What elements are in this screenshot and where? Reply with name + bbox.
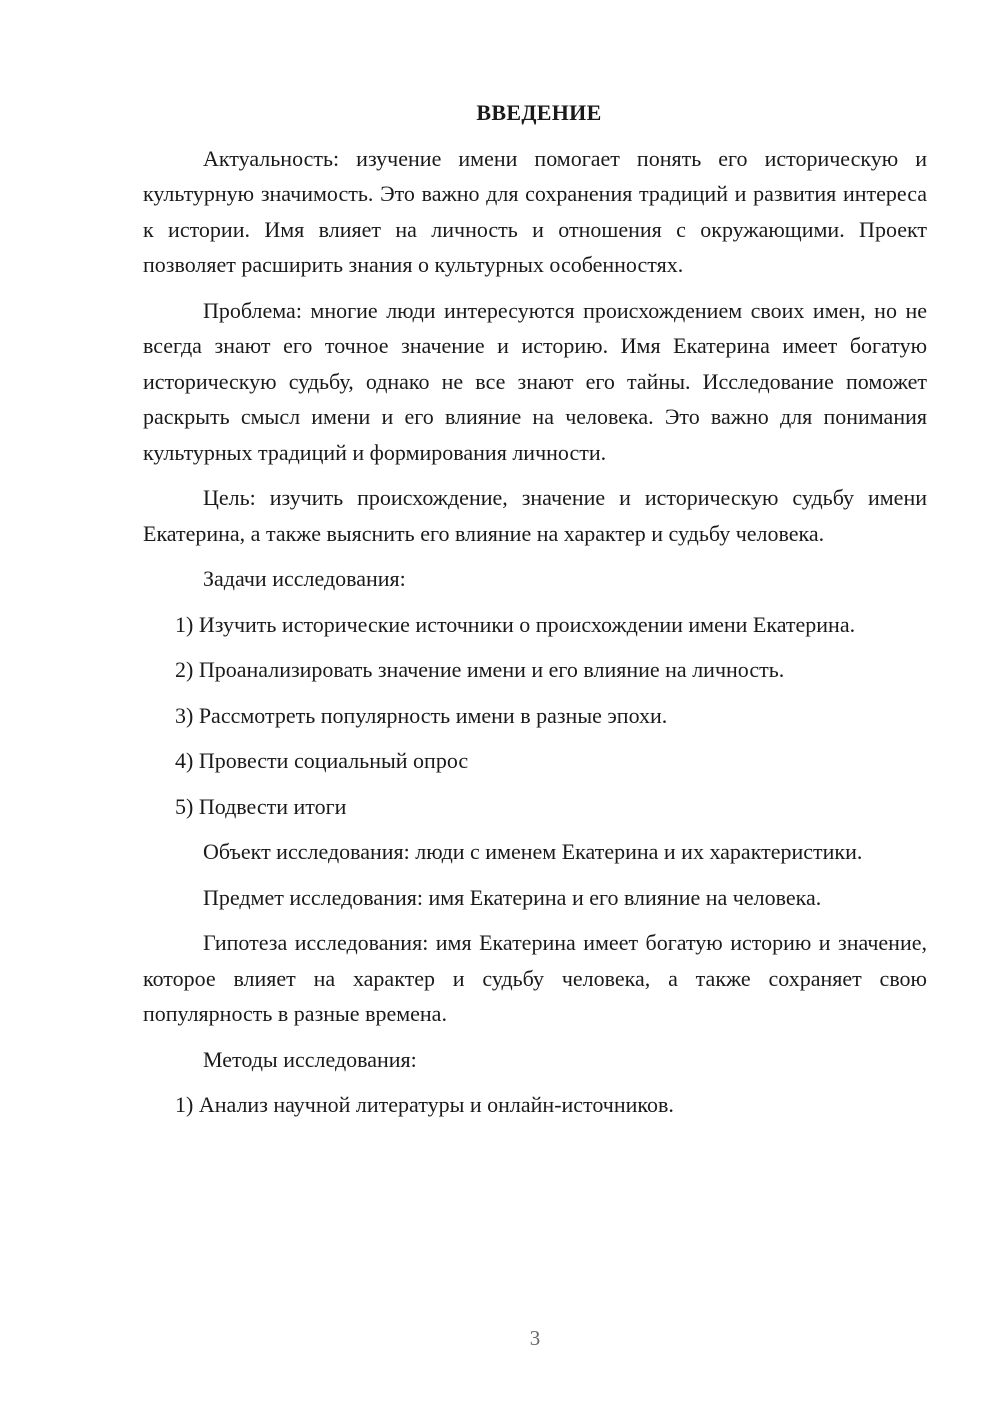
page-number: 3 [529, 1326, 541, 1350]
document-page [143, 95, 927, 1133]
task-item-4: 4) Провести социальный опрос [175, 748, 469, 773]
methods-heading: Методы исследования: [203, 1046, 417, 1072]
relevance-paragraph: Актуальность: изучение имени помогает понять его историческую и культурную значимость. Это важно для сохранения традиций и развития интереса к истории. Имя влияет на личность и отношения с окружающими. Проект позволяет расширить знания о культурных особенностях. [143, 145, 927, 277]
hypothesis-paragraph: Гипотеза исследования: имя Екатерина имеет богатую историю и значение, которое влияет на характер и судьбу человека, а также сохраняет свою популярность в разные времена. [143, 930, 927, 1026]
task-item-2: 2) Проанализировать значение имени и его влияние на личность. [175, 657, 785, 682]
goal-paragraph: Цель: изучить происхождение, значение и историческую судьбу имени Екатерина, а также выяснить его влияние на характер и судьбу человека. [143, 485, 927, 546]
tasks-heading: Задачи исследования: [203, 566, 406, 591]
task-item-1: 1) Изучить исторические источники о происхождении имени Екатерина. [175, 611, 856, 637]
problem-paragraph: Проблема: многие люди интересуются происхождением своих имен, но не всегда знают его точное значение и историю. Имя Екатерина имеет богатую историческую судьбу, однако не все знают его тайны. Исследование поможет раскрыть смысл имени и его влияние на человека. Это важно для понимания культурных традиций и формирования личности. [143, 297, 927, 465]
task-item-3: 3) Рассмотреть популярность имени в разные эпохи. [175, 702, 668, 728]
subject-paragraph: Предмет исследования: имя Екатерина и его влияние на человека. [203, 884, 822, 910]
method-item-1: 1) Анализ научной литературы и онлайн-источников. [175, 1092, 674, 1117]
object-paragraph: Объект исследования: люди с именем Екатерина и их характеристики. [203, 839, 863, 864]
task-item-5: 5) Подвести итоги [175, 793, 347, 819]
section-title: ВВЕДЕНИЕ [476, 100, 602, 125]
